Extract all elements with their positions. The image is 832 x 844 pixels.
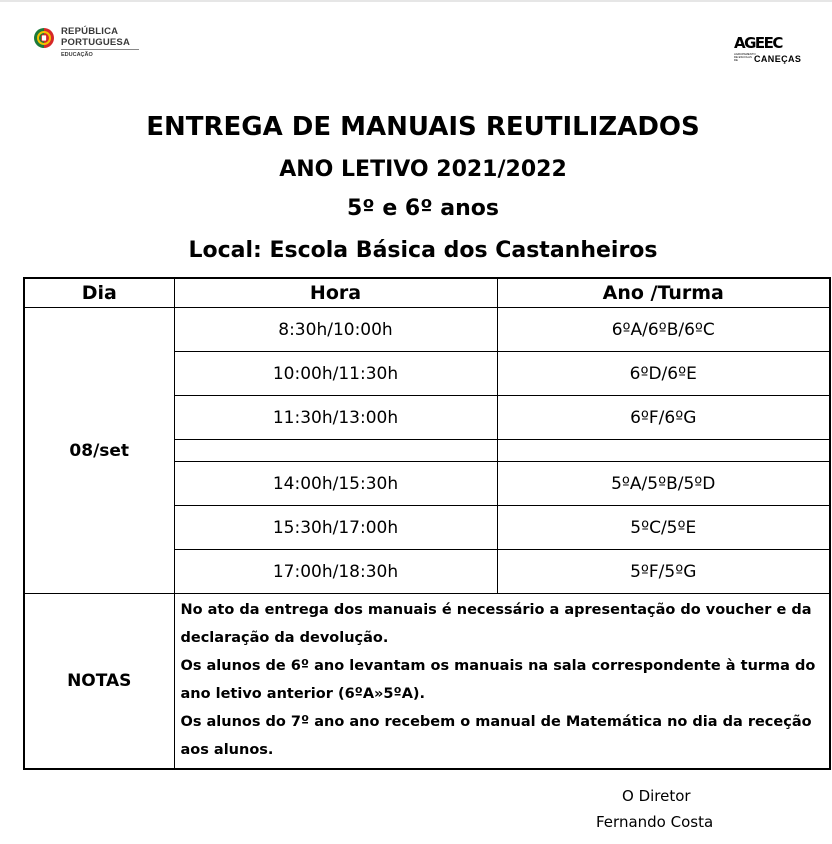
class-cell: 6ºF/6ºG — [497, 396, 830, 440]
empty-time-cell — [174, 440, 497, 462]
top-border-line — [0, 0, 832, 2]
column-header-turma: Ano /Turma — [497, 278, 830, 308]
logo-text-educacao: EDUCAÇÃO — [61, 52, 93, 58]
grades-heading: 5º e 6º anos — [346, 196, 500, 221]
note-item: No ato da entrega dos manuais é necessário a apresentação do voucher e da declaração da devolução. — [180, 602, 812, 646]
class-cell: 6ºD/6ºE — [497, 352, 830, 396]
notes-cell — [174, 594, 830, 770]
notes-label: NOTAS — [24, 594, 174, 770]
logo-text-portuguesa: PORTUGUESA — [61, 37, 131, 48]
delivery-schedule-table — [23, 277, 831, 770]
class-cell: 6ºA/6ºB/6ºC — [497, 308, 830, 352]
logo-text-republica: REPÚBLICA — [61, 26, 119, 37]
agrupamento-escolas-canecas-logo — [734, 34, 800, 68]
notes-row — [24, 594, 830, 770]
table-row — [24, 308, 830, 352]
republica-portuguesa-logo — [32, 24, 142, 64]
column-header-dia: Dia — [24, 278, 174, 308]
location-heading: Local: Escola Básica dos Castanheiros — [188, 238, 658, 263]
note-item: Os alunos do 7º ano ano recebem o manual de Matemática no dia da receção aos alunos. — [180, 714, 812, 758]
class-cell: 5ºC/5ºE — [497, 506, 830, 550]
note-item: Os alunos de 6º ano levantam os manuais na sala correspondente à turma do ano letivo anterior (6ºA»5ºA). — [180, 658, 816, 702]
logo-text-canecas: CANEÇAS — [754, 54, 802, 64]
class-cell: 5ºF/5ºG — [497, 550, 830, 594]
time-cell: 14:00h/15:30h — [174, 462, 497, 506]
logo-divider — [61, 49, 139, 50]
portuguese-emblem-icon — [32, 26, 56, 50]
time-cell: 17:00h/18:30h — [174, 550, 497, 594]
signature-role: O Diretor — [622, 787, 691, 805]
ageec-mark: AGEEC — [734, 34, 782, 52]
empty-class-cell — [497, 440, 830, 462]
day-cell: 08/set — [24, 308, 174, 594]
signature-name: Fernando Costa — [596, 813, 714, 831]
logo-caption: AGRUPAMENTO DE ESCOLAS DE — [734, 52, 756, 62]
class-cell: 5ºA/5ºB/5ºD — [497, 462, 830, 506]
time-cell: 11:30h/13:00h — [174, 396, 497, 440]
time-cell: 8:30h/10:00h — [174, 308, 497, 352]
table-header-row — [24, 278, 830, 308]
time-cell: 10:00h/11:30h — [174, 352, 497, 396]
column-header-hora: Hora — [174, 278, 497, 308]
page-title: ENTREGA DE MANUAIS REUTILIZADOS — [146, 112, 700, 142]
time-cell: 15:30h/17:00h — [174, 506, 497, 550]
school-year-heading: ANO LETIVO 2021/2022 — [279, 157, 567, 182]
